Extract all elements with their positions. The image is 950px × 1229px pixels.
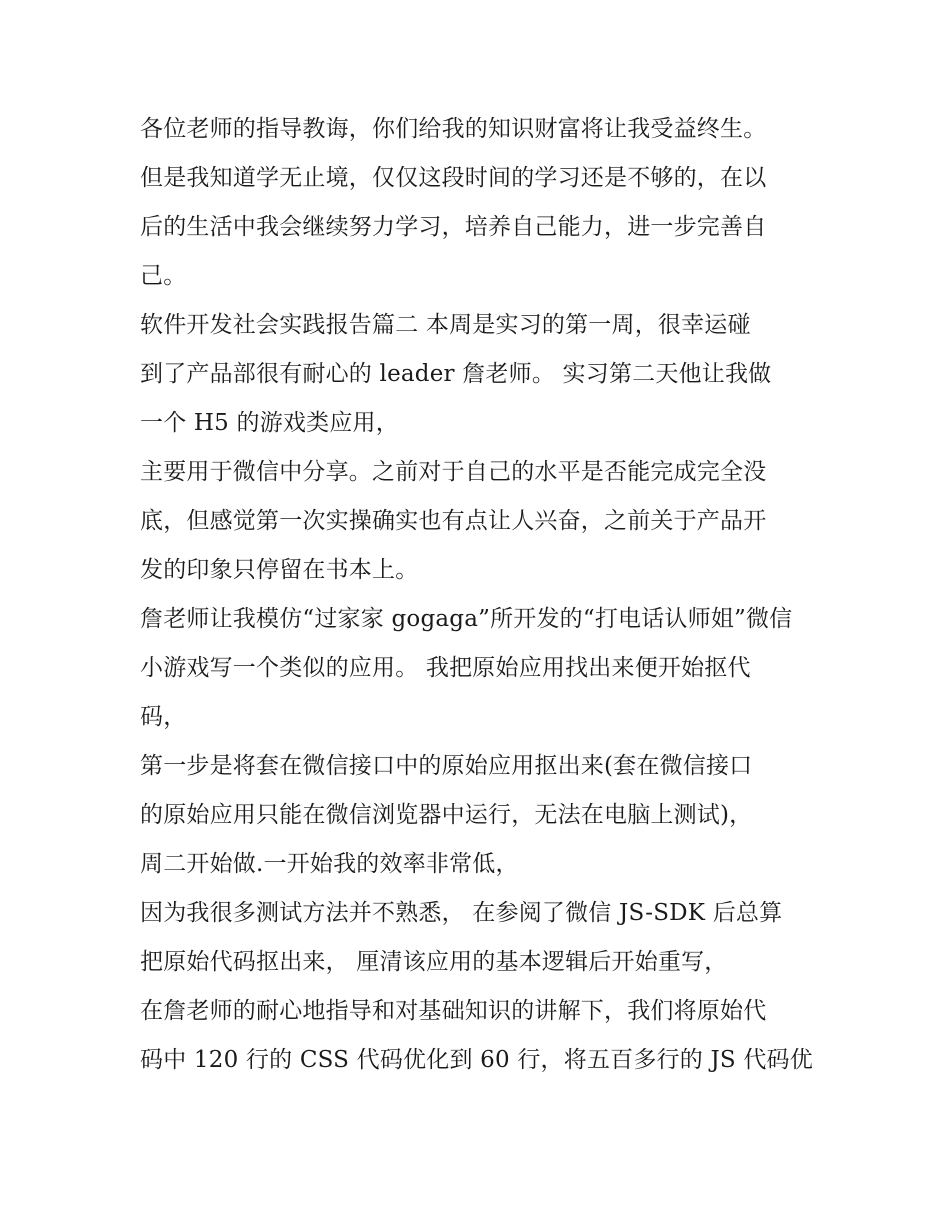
text-line: 发的印象只停留在书本上。 [140,557,419,583]
text-line: 后的生活中我会继续努力学习，培养自己能力，进一步完善自 [140,214,767,240]
text-line: 小游戏写一个类似的应用。 我把原始应用找出来便开始抠代 [140,655,751,681]
text-line: 但是我知道学无止境，仅仅这段时间的学习还是不够的，在以 [140,165,767,191]
text-line: 一个 H5 的游戏类应用， [140,410,399,436]
text-line: 各位老师的指导教诲，你们给我的知识财富将让我受益终生。 [140,116,767,142]
text-line: 主要用于微信中分享。之前对于自己的水平是否能完成完全没 [140,459,767,485]
text-line: 在詹老师的耐心地指导和对基础知识的讲解下，我们将原始代 [140,998,767,1024]
text-line: 码中 120 行的 CSS 代码优化到 60 行，将五百多行的 JS 代码优 [140,1047,813,1073]
text-line: 詹老师让我模仿“过家家 gogaga”所开发的“打电话认师姐”微信 [140,606,793,632]
text-line: 第一步是将套在微信接口中的原始应用抠出来(套在微信接口 [140,753,753,779]
text-line: 因为我很多测试方法并不熟悉， 在参阅了微信 JS-SDK 后总算 [140,900,783,926]
text-line: 底，但感觉第一次实操确实也有点让人兴奋，之前关于产品开 [140,508,767,534]
text-line: 把原始代码抠出来， 厘清该应用的基本逻辑后开始重写， [140,949,728,975]
text-line: 己。 [140,263,187,289]
text-line: 软件开发社会实践报告篇二 本周是实习的第一周，很幸运碰 [140,312,751,338]
text-line: 码， [140,704,187,730]
text-line: 的原始应用只能在微信浏览器中运行，无法在电脑上测试)， [140,802,753,828]
document-page [140,105,820,1085]
text-line: 到了产品部很有耐心的 leader 詹老师。 实习第二天他让我做 [140,361,772,387]
text-line: 周二开始做.一开始我的效率非常低， [140,851,519,877]
